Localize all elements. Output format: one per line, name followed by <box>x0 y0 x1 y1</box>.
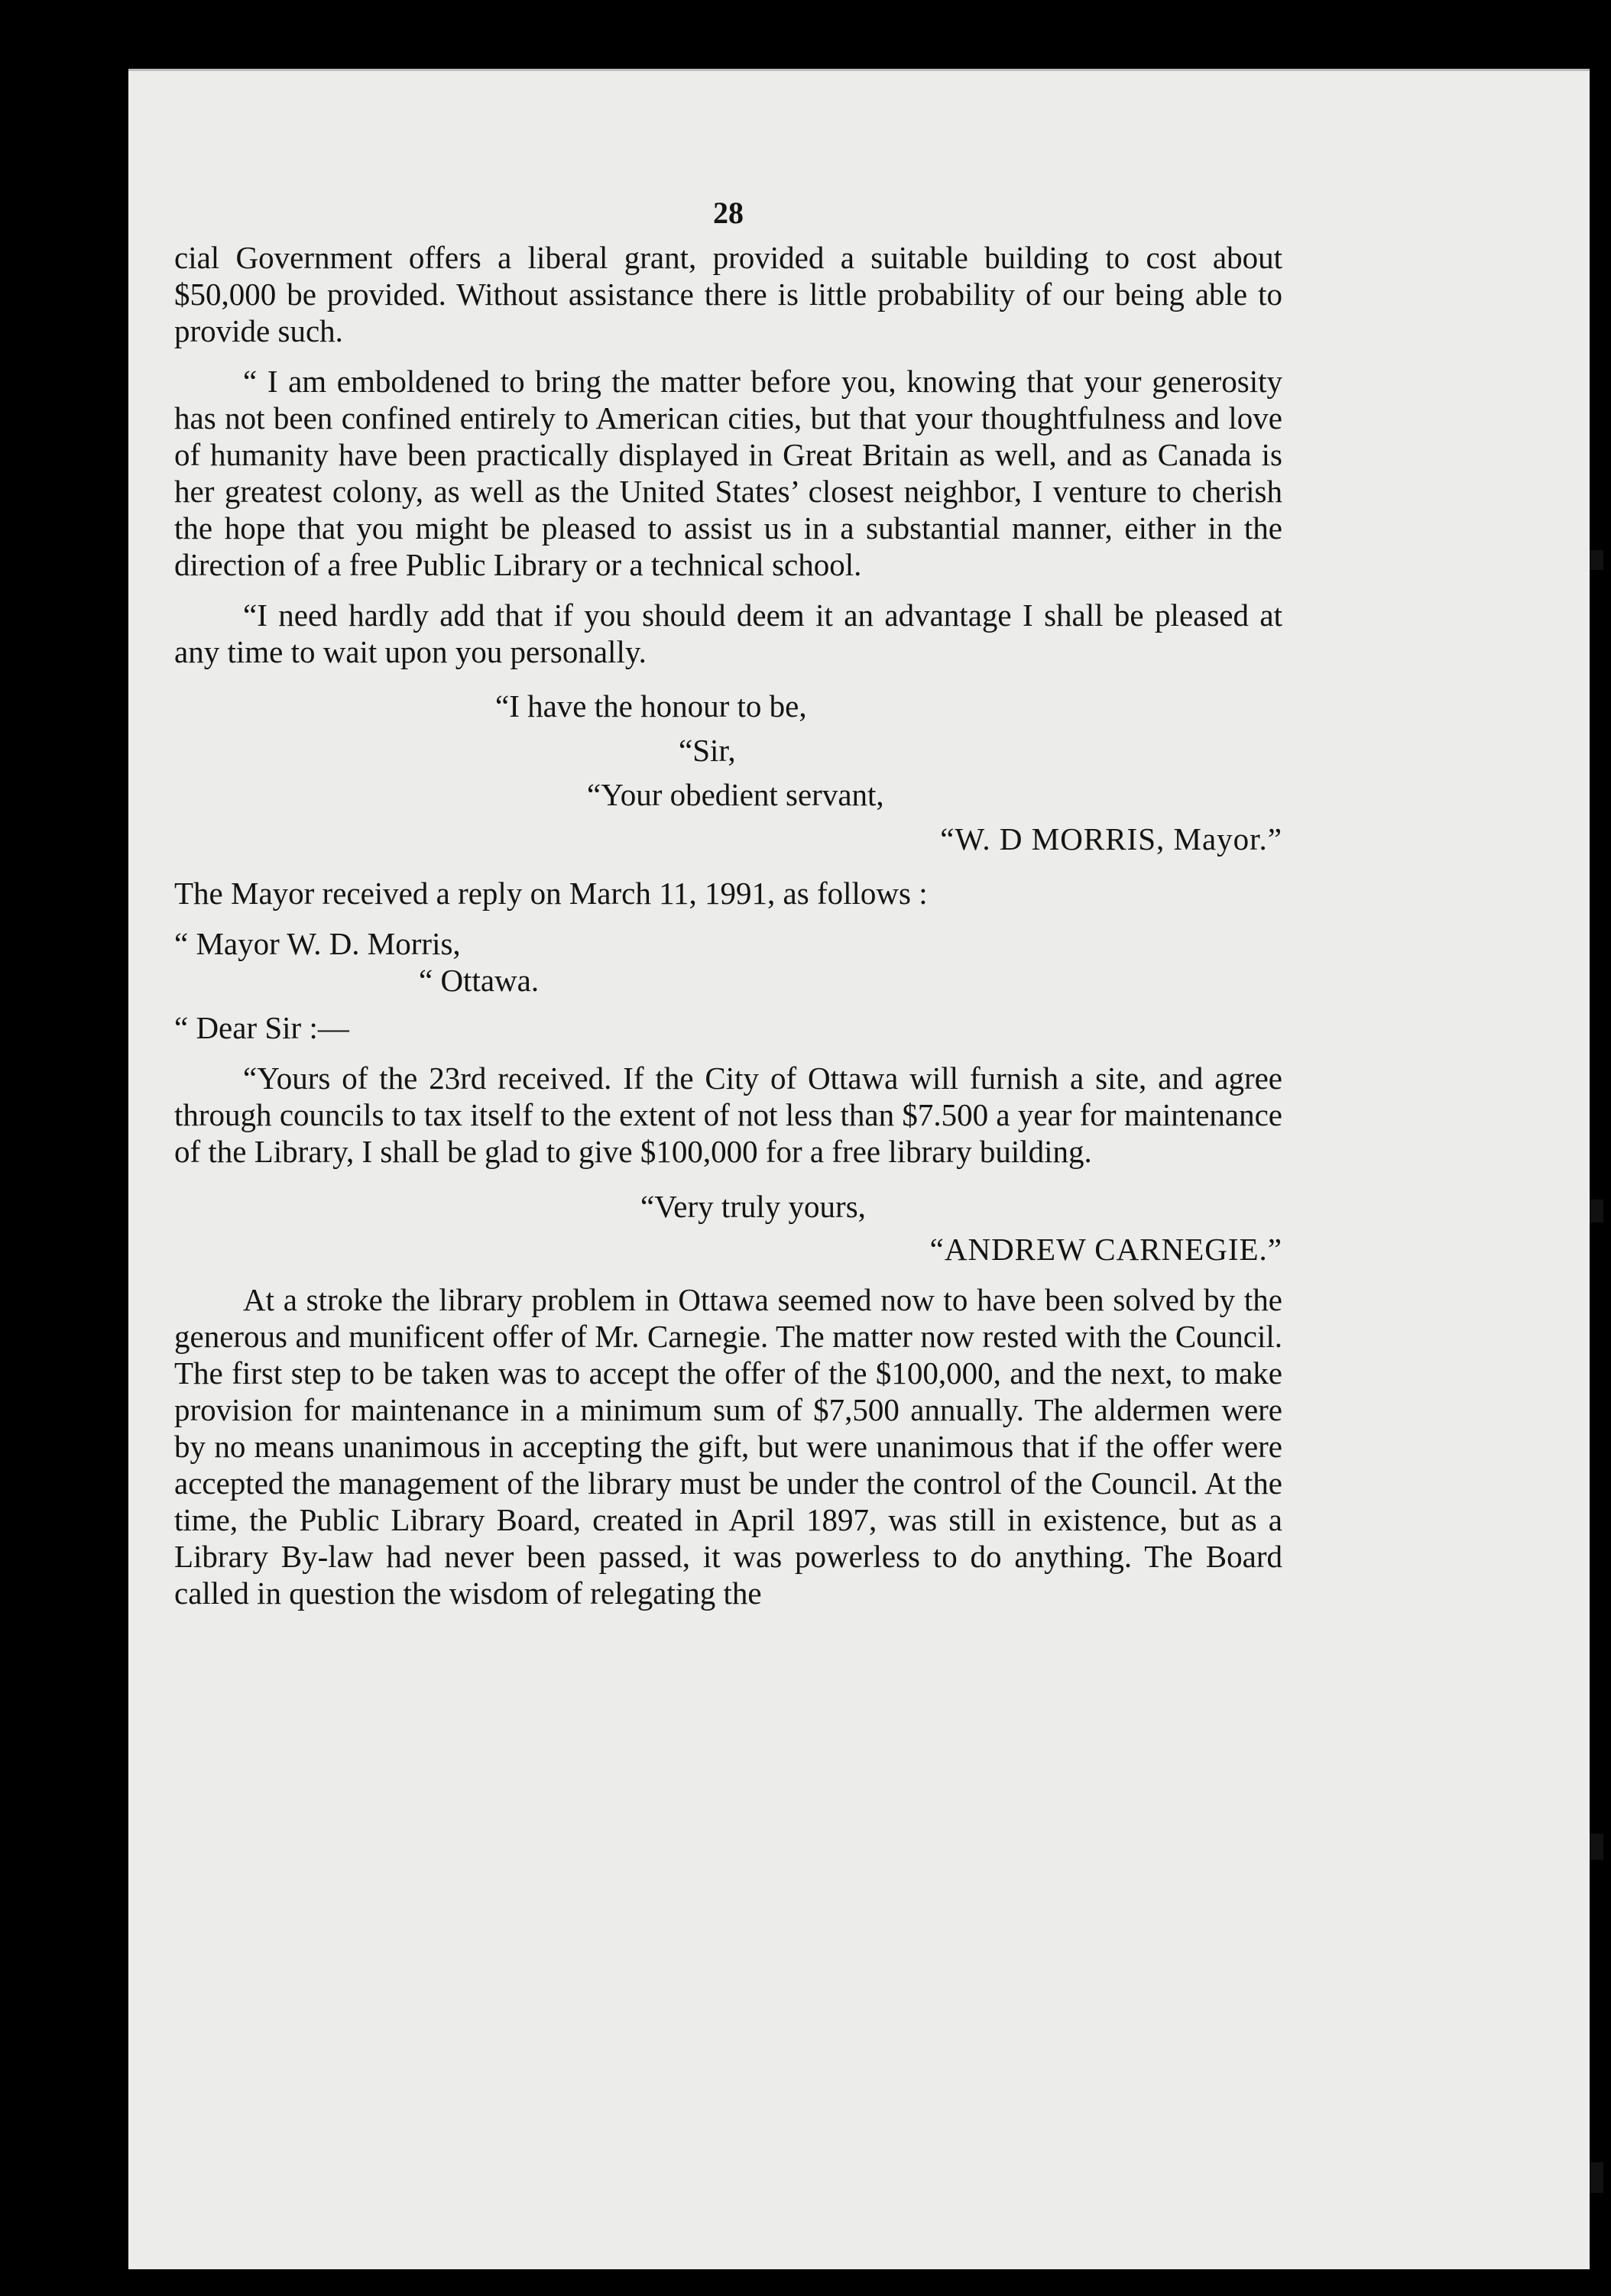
letter-closing: “Very truly yours, <box>640 1189 866 1224</box>
page-text <box>174 195 1282 1611</box>
reply-intro: The Mayor received a reply on March 11, 1991, as follows : <box>174 876 928 911</box>
signature-carnegie: “ANDREW CARNEGIE.” <box>929 1232 1282 1267</box>
salutation: “ Dear Sir :— <box>174 1010 349 1045</box>
paragraph-continuation: cial Government offers a liberal grant, provided a suitable building to cost about $50,000 be provided. Without assistance there is little probability of our being able to provide such. <box>174 240 1282 348</box>
paragraph-request: “ I am emboldened to bring the matter before you, knowing that your generosity has not been confined entirely to American cities, but that your thoughtfulness and love of humanity have been practically displayed in Great Britain as well, and as Canada is her greatest colony, as well as the United States’ closest neighbor, I venture to cherish the hope that you might be pleased to assist us in a substantial manner, either in the direction of a free Public Library or a technical school. <box>174 364 1282 582</box>
paragraph-library-problem: At a stroke the library problem in Ottawa seemed now to have been solved by the generous and munificent offer of Mr. Carnegie. The matter now rested with the Council. The first step to be taken was to accept the offer of the $100,000, and the next, to make provision for maintenance in a minimum sum of $7,500 annually. The aldermen were by no means unanimous in accepting the gift, but were unanimous that if the offer were accepted the management of the library must be under the control of the Council. At the time, the Public Library Board, created in April 1897, was still in existence, but as a Library By-law had never been passed, it was powerless to do anything. The Board called in question the wisdom of relegating the <box>174 1282 1282 1611</box>
closing-line-servant: “Your obedient servant, <box>587 777 884 812</box>
closing-line-honour: “I have the honour to be, <box>495 688 807 724</box>
signature-morris: “W. D MORRIS, Mayor.” <box>940 821 1282 857</box>
letter-body: “Yours of the 23rd received. If the City of Ottawa will furnish a site, and agree through councils to tax itself to the extent of not less than $7.500 a year for maintenance of the Library, I shall be glad to give $100,000 for a free library building. <box>174 1061 1282 1169</box>
closing-line-sir: “Sir, <box>679 733 736 768</box>
scan-edge-mark <box>1590 2162 1603 2193</box>
scan-edge-mark <box>1590 1200 1603 1222</box>
scan-edge-mark <box>1590 1834 1603 1860</box>
address-line-city: “ Ottawa. <box>419 963 540 998</box>
paragraph-offer-visit: “I need hardly add that if you should deem it an advantage I shall be pleased at any time to wait upon you personally. <box>174 597 1282 669</box>
page-number: 28 <box>713 196 744 230</box>
scan-edge-mark <box>1590 550 1603 570</box>
address-line-name: “ Mayor W. D. Morris, <box>174 926 461 961</box>
